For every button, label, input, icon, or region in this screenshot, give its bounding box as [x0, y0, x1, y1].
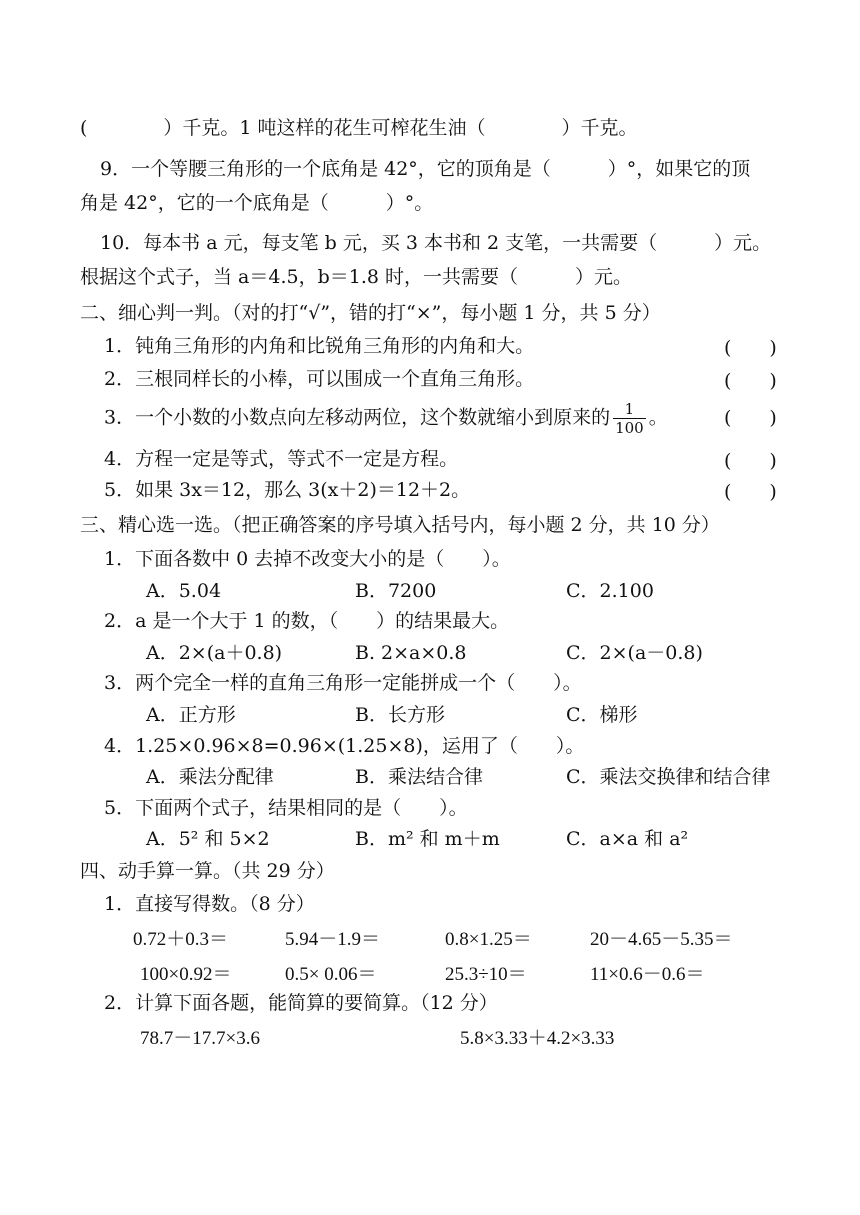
calc-item: 0.72＋0.3＝: [133, 929, 229, 950]
section-4-heading: 四、动手算一算。（共 29 分）: [80, 860, 335, 882]
fill-line-q10: 10．每本书 a 元，每支笔 b 元，买 3 本书和 2 支笔，一共需要（ ）元。: [100, 232, 772, 254]
choice-q4: 4．1.25×0.96×8=0.96×(1.25×8)，运用了（ ）。: [104, 735, 585, 757]
choice-q3-option-a[interactable]: A．正方形: [146, 704, 236, 726]
answer-bracket[interactable]: ( ): [724, 481, 777, 503]
choice-q1-option-a[interactable]: A．5.04: [146, 580, 222, 602]
choice-q4-option-b[interactable]: B．乘法结合律: [355, 766, 483, 788]
calc-item: 0.8×1.25＝: [445, 929, 532, 950]
choice-q5-option-b[interactable]: B．m² 和 m＋m: [355, 828, 500, 850]
judge-item-3: [104, 400, 668, 437]
calc-sub-1: 1．直接写得数。（8 分）: [104, 893, 315, 915]
judge-item-3-text: 3．一个小数的小数点向左移动两位，这个数就缩小到原来的: [104, 406, 611, 429]
choice-q5-option-c[interactable]: C．a×a 和 a²: [566, 828, 689, 850]
choice-q2-option-b[interactable]: B. 2×a×0.8: [355, 642, 467, 664]
calc-expression: 78.7－17.7×3.6: [140, 1028, 260, 1049]
answer-bracket[interactable]: ( ): [724, 407, 777, 429]
calc-item: 20－4.65－5.35＝: [590, 929, 733, 950]
choice-q3-option-c[interactable]: C．梯形: [566, 704, 638, 726]
fill-line-q9: 9．一个等腰三角形的一个底角是 42°，它的顶角是（ ）°，如果它的顶: [100, 158, 751, 180]
choice-q4-option-a[interactable]: A．乘法分配律: [146, 766, 274, 788]
choice-q3: 3．两个完全一样的直角三角形一定能拼成一个（ ）。: [104, 672, 582, 694]
judge-item-1: 1．钝角三角形的内角和比锐角三角形的内角和大。: [104, 335, 535, 357]
calc-item: 11×0.6－0.6＝: [590, 964, 705, 985]
fraction: [613, 400, 646, 437]
choice-q2: 2．a 是一个大于 1 的数，（ ）的结果最大。: [104, 610, 510, 632]
choice-q5-option-a[interactable]: A．5² 和 5×2: [146, 828, 270, 850]
judge-item-5: 5．如果 3x＝12，那么 3(x＋2)＝12＋2。: [104, 479, 471, 501]
judge-item-2: 2．三根同样长的小棒，可以围成一个直角三角形。: [104, 368, 535, 390]
choice-q1: 1．下面各数中 0 去掉不改变大小的是（ ）。: [104, 548, 511, 570]
calc-sub-2: 2．计算下面各题，能简算的要简算。（12 分）: [104, 992, 498, 1014]
choice-q4-option-c[interactable]: C．乘法交换律和结合律: [566, 766, 771, 788]
choice-q5: 5．下面两个式子，结果相同的是（ ）。: [104, 797, 468, 819]
section-2-heading: 二、细心判一判。（对的打“√”，错的打“×”，每小题 1 分，共 5 分）: [80, 302, 661, 324]
section-3-heading: 三、精心选一选。（把正确答案的序号填入括号内，每小题 2 分，共 10 分）: [80, 514, 720, 536]
choice-q2-option-a[interactable]: A．2×(a＋0.8): [146, 642, 283, 664]
fill-line-q10-cont: 根据这个式子，当 a＝4.5，b＝1.8 时，一共需要（ ）元。: [80, 266, 633, 288]
choice-q2-option-c[interactable]: C．2×(a－0.8): [566, 642, 703, 664]
fraction-numerator: 1: [613, 400, 646, 419]
choice-q1-option-c[interactable]: C．2.100: [566, 580, 654, 602]
calc-item: 25.3÷10＝: [445, 964, 527, 985]
answer-bracket[interactable]: ( ): [724, 337, 777, 359]
choice-q1-option-b[interactable]: B．7200: [355, 580, 437, 602]
calc-item: 100×0.92＝: [140, 964, 232, 985]
calc-item: 0.5× 0.06＝: [285, 964, 377, 985]
calc-item: 5.94－1.9＝: [285, 929, 381, 950]
judge-item-4: 4．方程一定是等式，等式不一定是方程。: [104, 448, 459, 470]
answer-bracket[interactable]: ( ): [724, 450, 777, 472]
fill-line-1: ( ）千克。1 吨这样的花生可榨花生油（ ）千克。: [80, 117, 638, 139]
fraction-denominator: 100: [615, 419, 644, 437]
fill-line-q9-cont: 角是 42°，它的一个底角是（ ）°。: [80, 192, 434, 214]
calc-expression: 5.8×3.33＋4.2×3.33: [460, 1028, 615, 1049]
answer-bracket[interactable]: ( ): [724, 370, 777, 392]
choice-q3-option-b[interactable]: B．长方形: [355, 704, 445, 726]
judge-item-3-tail: 。: [648, 406, 668, 429]
